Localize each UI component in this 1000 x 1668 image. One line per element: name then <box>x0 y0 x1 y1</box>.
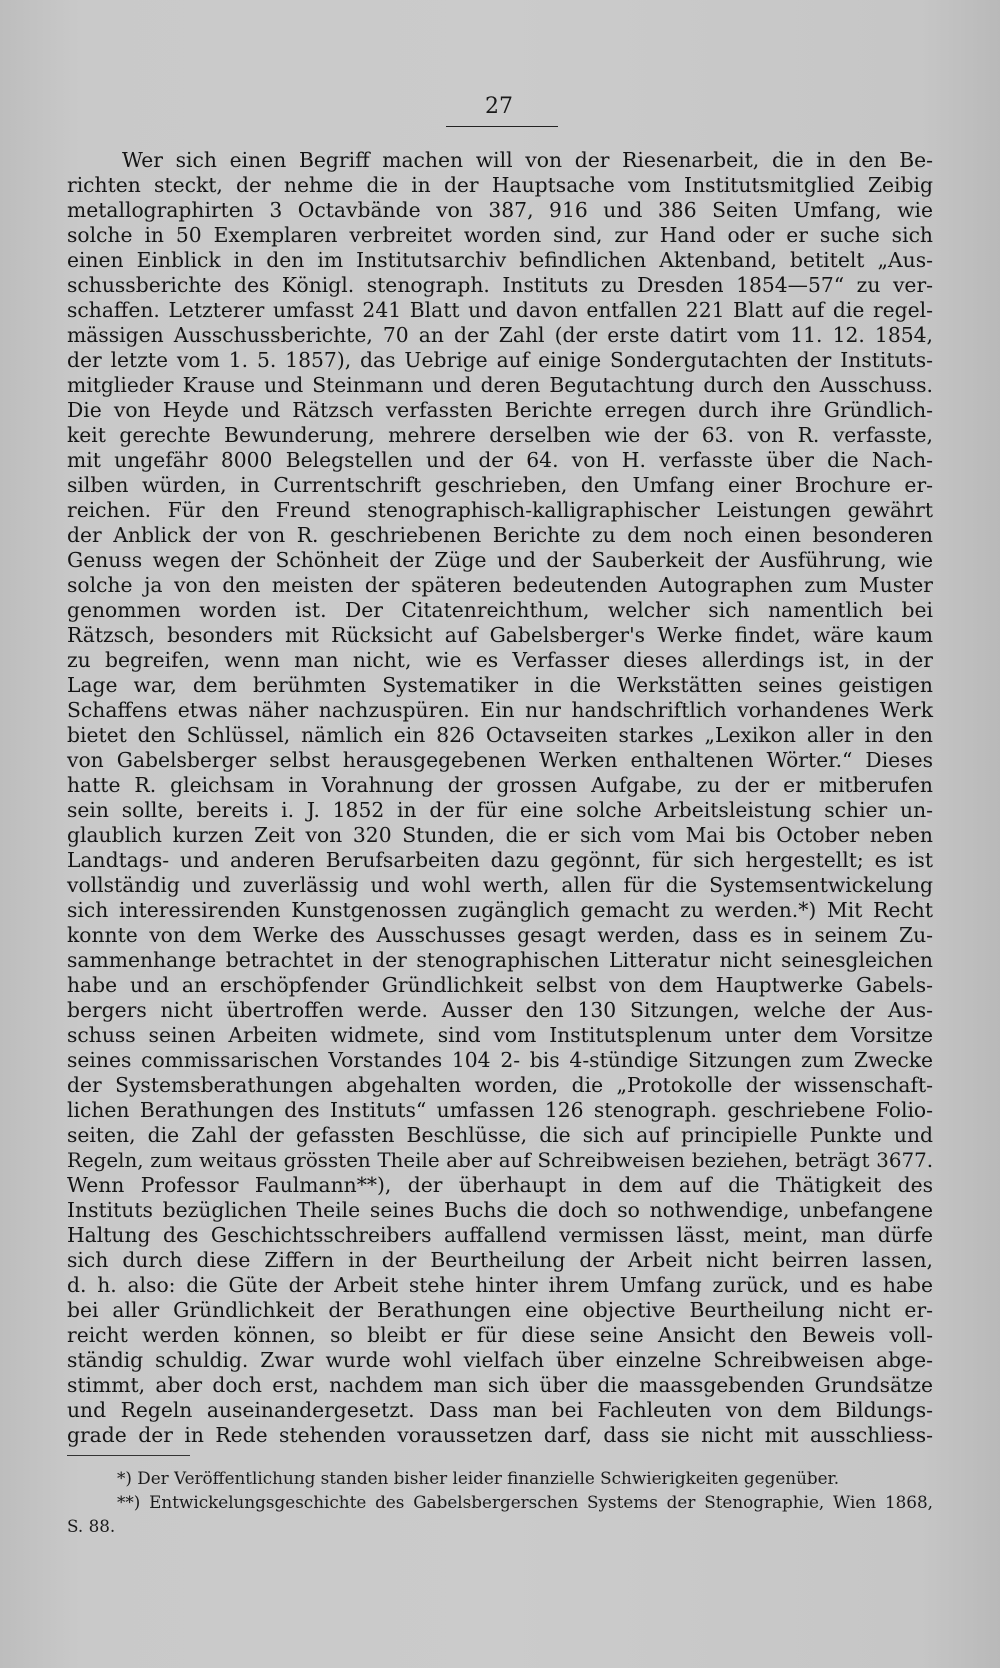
text-line: Haltung des Geschichtsschreibers auffallend vermissen lässt, meint, man dürfe <box>67 1223 933 1247</box>
text-line: mit ungefähr 8000 Belegstellen und der 64. von H. verfasste über die Nach- <box>67 448 933 472</box>
text-line: schuss seinen Arbeiten widmete, sind vom Institutsplenum unter dem Vorsitze <box>67 1023 933 1047</box>
page-number: 27 <box>485 94 513 119</box>
text-line: Schaffens etwas näher nachzuspüren. Ein nur handschriftlich vorhandenes Werk <box>67 698 933 722</box>
text-line: Landtags- und anderen Berufsarbeiten dazu gegönnt, für sich hergestellt; es ist <box>67 848 933 872</box>
text-line: solche in 50 Exemplaren verbreitet worden sind, zur Hand oder er suche sich <box>67 223 933 247</box>
text-line: keit gerechte Bewunderung, mehrere derselben wie der 63. von R. verfasste, <box>67 423 933 447</box>
text-line: grade der in Rede stehenden voraussetzen darf, dass sie nicht mit ausschliess- <box>67 1423 933 1447</box>
text-line: Rätzsch, besonders mit Rücksicht auf Gabelsberger's Werke findet, wäre kaum <box>67 623 933 647</box>
text-line: lichen Berathungen des Instituts“ umfassen 126 stenograph. geschriebene Folio- <box>67 1098 933 1122</box>
text-line: glaublich kurzen Zeit von 320 Stunden, die er sich vom Mai bis October neben <box>67 823 933 847</box>
text-line: vollständig und zuverlässig und wohl werth, allen für die Systemsentwickelung <box>67 873 933 897</box>
text-line: d. h. also: die Güte der Arbeit stehe hinter ihrem Umfang zurück, und es habe <box>67 1273 933 1297</box>
text-line: sammenhange betrachtet in der stenographischen Litteratur nicht seinesgleichen <box>67 948 933 972</box>
text-line: bietet den Schlüssel, nämlich ein 826 Octavseiten starkes „Lexikon aller in den <box>67 723 933 747</box>
text-line: mitglieder Krause und Steinmann und deren Begutachtung durch den Ausschuss. <box>67 373 933 397</box>
text-line: sich durch diese Ziffern in der Beurtheilung der Arbeit nicht beirren lassen, <box>67 1248 933 1272</box>
text-line: der letzte vom 1. 5. 1857), das Uebrige auf einige Sondergutachten der Instituts- <box>67 348 933 372</box>
text-line: ständig schuldig. Zwar wurde wohl vielfach über einzelne Schreibweisen abge- <box>67 1348 933 1372</box>
text-line: genommen worden ist. Der Citatenreichthum, welcher sich namentlich bei <box>67 598 933 622</box>
text-line: hatte R. gleichsam in Vorahnung der grossen Aufgabe, zu der er mitberufen <box>67 773 933 797</box>
text-line: solche ja von den meisten der späteren bedeutenden Autographen zum Muster <box>67 573 933 597</box>
text-line: bergers nicht übertroffen werde. Ausser den 130 Sitzungen, welche der Aus- <box>67 998 933 1022</box>
text-line: und Regeln auseinandergesetzt. Dass man bei Fachleuten von dem Bildungs- <box>67 1398 933 1422</box>
page-number-rule <box>446 126 558 127</box>
footnote-2-line-2: S. 88. <box>67 1516 116 1536</box>
footnote-1: *) Der Veröffentlichung standen bisher leider finanzielle Schwierigkeiten gegenüber. <box>117 1468 840 1488</box>
text-line: sich interessirenden Kunstgenossen zugänglich gemacht zu werden.*) Mit Recht <box>67 898 933 922</box>
text-line: reichen. Für den Freund stenographisch-kalligraphischer Leistungen gewährt <box>67 498 933 522</box>
text-line: schaffen. Letzterer umfasst 241 Blatt und davon entfallen 221 Blatt auf die regel- <box>67 298 933 322</box>
text-line: Lage war, dem berühmten Systematiker in die Werkstätten seines geistigen <box>67 673 933 697</box>
text-line: zu begreifen, wenn man nicht, wie es Verfasser dieses allerdings ist, in der <box>67 648 933 672</box>
text-line: Genuss wegen der Schönheit der Züge und der Sauberkeit der Ausführung, wie <box>67 548 933 572</box>
text-line: schussberichte des Königl. stenograph. Instituts zu Dresden 1854—57“ zu ver- <box>67 273 933 297</box>
text-line: Instituts bezüglichen Theile seines Buchs die doch so nothwendige, unbefangene <box>67 1198 933 1222</box>
footnote-divider <box>67 1455 190 1456</box>
text-line: Regeln, zum weitaus grössten Theile aber auf Schreibweisen beziehen, beträgt 3677. <box>67 1149 933 1172</box>
text-line: habe und an erschöpfender Gründlichkeit selbst von dem Hauptwerke Gabels- <box>67 973 933 997</box>
text-line: mässigen Ausschussberichte, 70 an der Zahl (der erste datirt vom 11. 12. 1854, <box>67 323 933 347</box>
text-line: stimmt, aber doch erst, nachdem man sich über die maassgebenden Grundsätze <box>67 1373 933 1397</box>
text-line: richten steckt, der nehme die in der Hauptsache vom Institutsmitglied Zeibig <box>67 173 933 197</box>
text-line: der Anblick der von R. geschriebenen Berichte zu dem noch einen besonderen <box>67 523 933 547</box>
text-line: der Systemsberathungen abgehalten worden, die „Protokolle der wissenschaft- <box>67 1073 933 1097</box>
footnote-2-line-1: **) Entwickelungsgeschichte des Gabelsbergerschen Systems der Stenographie, Wien 1868, <box>117 1492 933 1512</box>
footnotes <box>67 1466 933 1538</box>
body-text <box>67 148 933 1448</box>
text-line: bei aller Gründlichkeit der Berathungen eine objective Beurtheilung nicht er- <box>67 1298 933 1322</box>
text-line: reicht werden können, so bleibt er für diese seine Ansicht den Beweis voll- <box>67 1323 933 1347</box>
text-line: silben würden, in Currentschrift geschrieben, den Umfang einer Brochure er- <box>67 473 933 497</box>
text-line: seines commissarischen Vorstandes 104 2- bis 4-stündige Sitzungen zum Zwecke <box>67 1048 933 1072</box>
text-line: Wer sich einen Begriff machen will von der Riesenarbeit, die in den Be- <box>122 148 933 172</box>
text-line: einen Einblick in den im Institutsarchiv befindlichen Aktenband, betitelt „Aus- <box>67 248 933 272</box>
text-line: Die von Heyde und Rätzsch verfassten Berichte erregen durch ihre Gründlich- <box>67 398 933 422</box>
text-line: Wenn Professor Faulmann**), der überhaupt in dem auf die Thätigkeit des <box>67 1173 933 1197</box>
text-line: von Gabelsberger selbst herausgegebenen Werken enthaltenen Wörter.“ Dieses <box>67 748 933 772</box>
text-line: sein sollte, bereits i. J. 1852 in der für eine solche Arbeitsleistung schier un- <box>67 798 933 822</box>
text-line: seiten, die Zahl der gefassten Beschlüsse, die sich auf principielle Punkte und <box>67 1123 933 1147</box>
text-line: konnte von dem Werke des Ausschusses gesagt werden, dass es in seinem Zu- <box>67 923 933 947</box>
text-line: metallographirten 3 Octavbände von 387, 916 und 386 Seiten Umfang, wie <box>67 198 933 222</box>
